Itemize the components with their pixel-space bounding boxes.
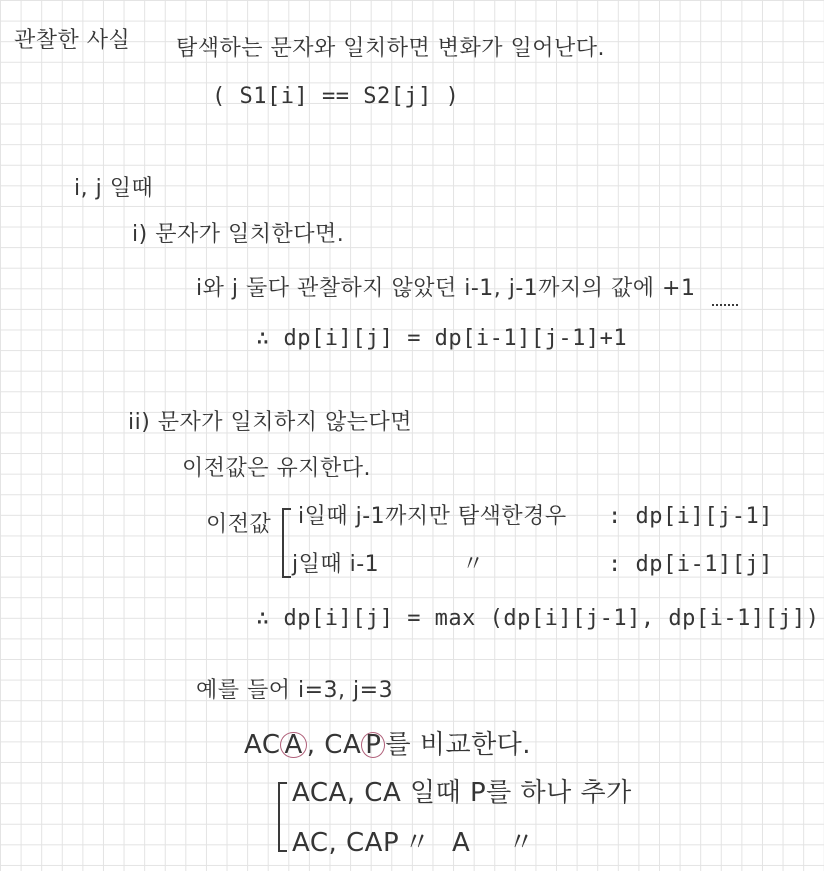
- compare-prefix-1: AC: [244, 730, 281, 760]
- case2-description: 이전값은 유지한다.: [182, 456, 372, 481]
- case1-title: i) 문자가 일치한다면.: [132, 222, 345, 247]
- when-ij-heading: i, j 일때: [74, 176, 154, 201]
- compare-line: [244, 732, 531, 758]
- example-row2-letter: A: [452, 828, 471, 858]
- compare-suffix: 를 비교한다.: [385, 730, 532, 760]
- compare-prefix-2: , CA: [306, 730, 362, 760]
- previous-row2-text: j일때 i-1: [292, 552, 380, 577]
- previous-row2-ditto: 〃: [462, 552, 485, 577]
- example-title: 예를 들어 i=3, j=3: [196, 678, 394, 703]
- previous-row2-formula: : dp[i-1][j]: [608, 552, 773, 577]
- example-row2-ditto-1: 〃: [404, 828, 431, 858]
- observation-text: 탐색하는 문자와 일치하면 변화가 일어난다.: [176, 36, 606, 61]
- example-row2-text: AC, CAP: [292, 828, 400, 858]
- case1-formula: ∴ dp[i][j] = dp[i-1][j-1]+1: [256, 326, 628, 351]
- example-bracket: [278, 782, 280, 852]
- previous-row1-text: i일때 j-1까지만 탐색한경우: [298, 504, 567, 529]
- case2-formula: ∴ dp[i][j] = max (dp[i][j-1], dp[i-1][j]): [256, 606, 820, 631]
- circled-letter-p: P: [361, 732, 385, 758]
- observation-label: 관찰한 사실: [14, 28, 131, 53]
- previous-value-label: 이전값: [206, 512, 272, 537]
- case1-description: i와 j 둘다 관찰하지 않았던 i-1, j-1까지의 값에 +1: [196, 276, 696, 301]
- example-row1: ACA, CA 일때 P를 하나 추가: [292, 778, 632, 808]
- underline-squiggle: [712, 298, 738, 306]
- circled-letter-a: A: [280, 732, 306, 758]
- example-row2-ditto-2: 〃: [508, 828, 535, 858]
- previous-value-bracket: [282, 508, 284, 578]
- case2-title: ii) 문자가 일치하지 않는다면: [128, 410, 413, 435]
- previous-row1-formula: : dp[i][j-1]: [608, 504, 773, 529]
- condition-formula: ( S1[i] == S2[j] ): [212, 84, 460, 109]
